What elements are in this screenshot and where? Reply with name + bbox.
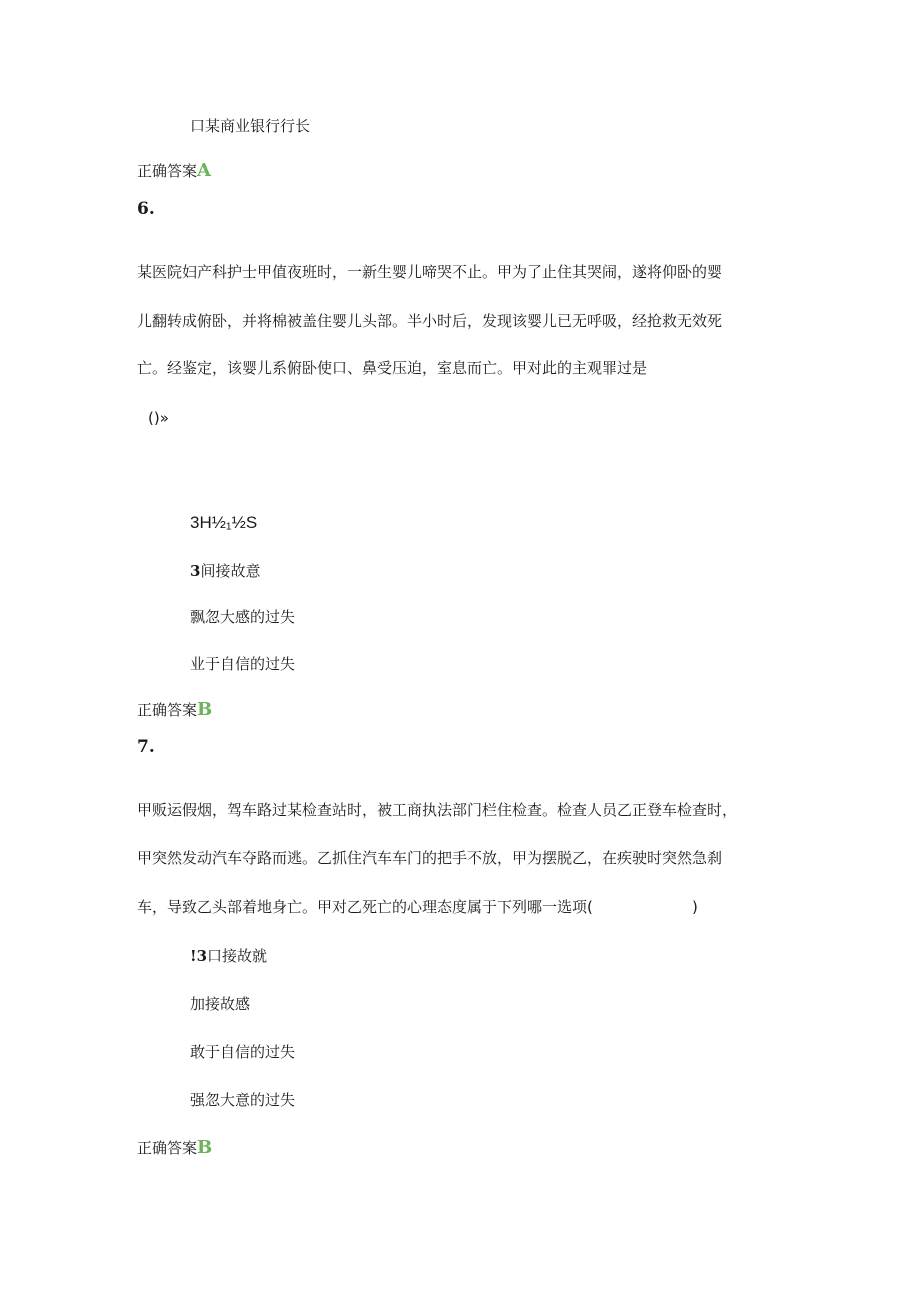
answer-label: 正确答案 — [137, 1139, 198, 1157]
q6-option-b — [190, 561, 260, 581]
answer-label: 正确答案 — [137, 162, 198, 180]
answer-label: 正确答案 — [137, 701, 198, 719]
answer-letter: B — [197, 1137, 213, 1158]
option-prefix: 3 — [190, 562, 201, 580]
q5-option-d: 口某商业银行行长 — [190, 117, 311, 135]
q7-stem-close-paren: ) — [692, 898, 698, 916]
q7-answer — [137, 1138, 212, 1158]
q7-option-a — [190, 946, 267, 966]
answer-letter: A — [197, 160, 211, 181]
answer-letter: B — [197, 699, 213, 720]
option-text: 间接故意 — [200, 562, 261, 580]
q6-option-a: 3H½₁½S — [190, 513, 258, 532]
q7-stem-line-1: 甲贩运假烟，驾车路过某检查站时，被工商执法部门栏住检查。检查人员乙正登车检查时， — [137, 801, 738, 819]
q7-option-d: 强忽大意的过失 — [190, 1091, 296, 1109]
q7-option-c: 敢于自信的过失 — [190, 1043, 296, 1061]
q7-stem-line-3: 车，导致乙头部着地身亡。甲对乙死亡的心理态度属于下列哪一选项( — [137, 898, 593, 916]
q6-option-c: 飘忽大感的过失 — [190, 608, 296, 626]
q6-stem-line-4: ()» — [148, 409, 169, 427]
q6-stem-line-2: 儿翻转成俯卧，并将棉被盖住婴儿头部。半小时后，发现该婴儿已无呼吸，经抢救无效死 — [137, 312, 723, 330]
q7-number: 7. — [137, 737, 155, 757]
q6-option-d: 业于自信的过失 — [190, 655, 296, 673]
q7-option-b: 加接故感 — [190, 995, 251, 1013]
q6-number: 6. — [137, 199, 155, 219]
q5-answer — [137, 161, 211, 181]
q6-stem-line-3: 亡。经鉴定，该婴儿系俯卧使口、鼻受压迫，室息而亡。甲对此的主观罪过是 — [137, 359, 648, 377]
option-prefix: !3 — [190, 947, 208, 965]
q6-answer — [137, 700, 212, 720]
q6-stem-line-1: 某医院妇产科护士甲值夜班时，一新生婴儿啼哭不止。甲为了止住其哭闹，遂将仰卧的婴 — [137, 263, 723, 281]
option-text: 口接故就 — [207, 947, 268, 965]
q7-stem-line-2: 甲突然发动汽车夺路而逃。乙抓住汽车车门的把手不放，甲为摆脱乙，在疾驶时突然急刹 — [137, 849, 723, 867]
